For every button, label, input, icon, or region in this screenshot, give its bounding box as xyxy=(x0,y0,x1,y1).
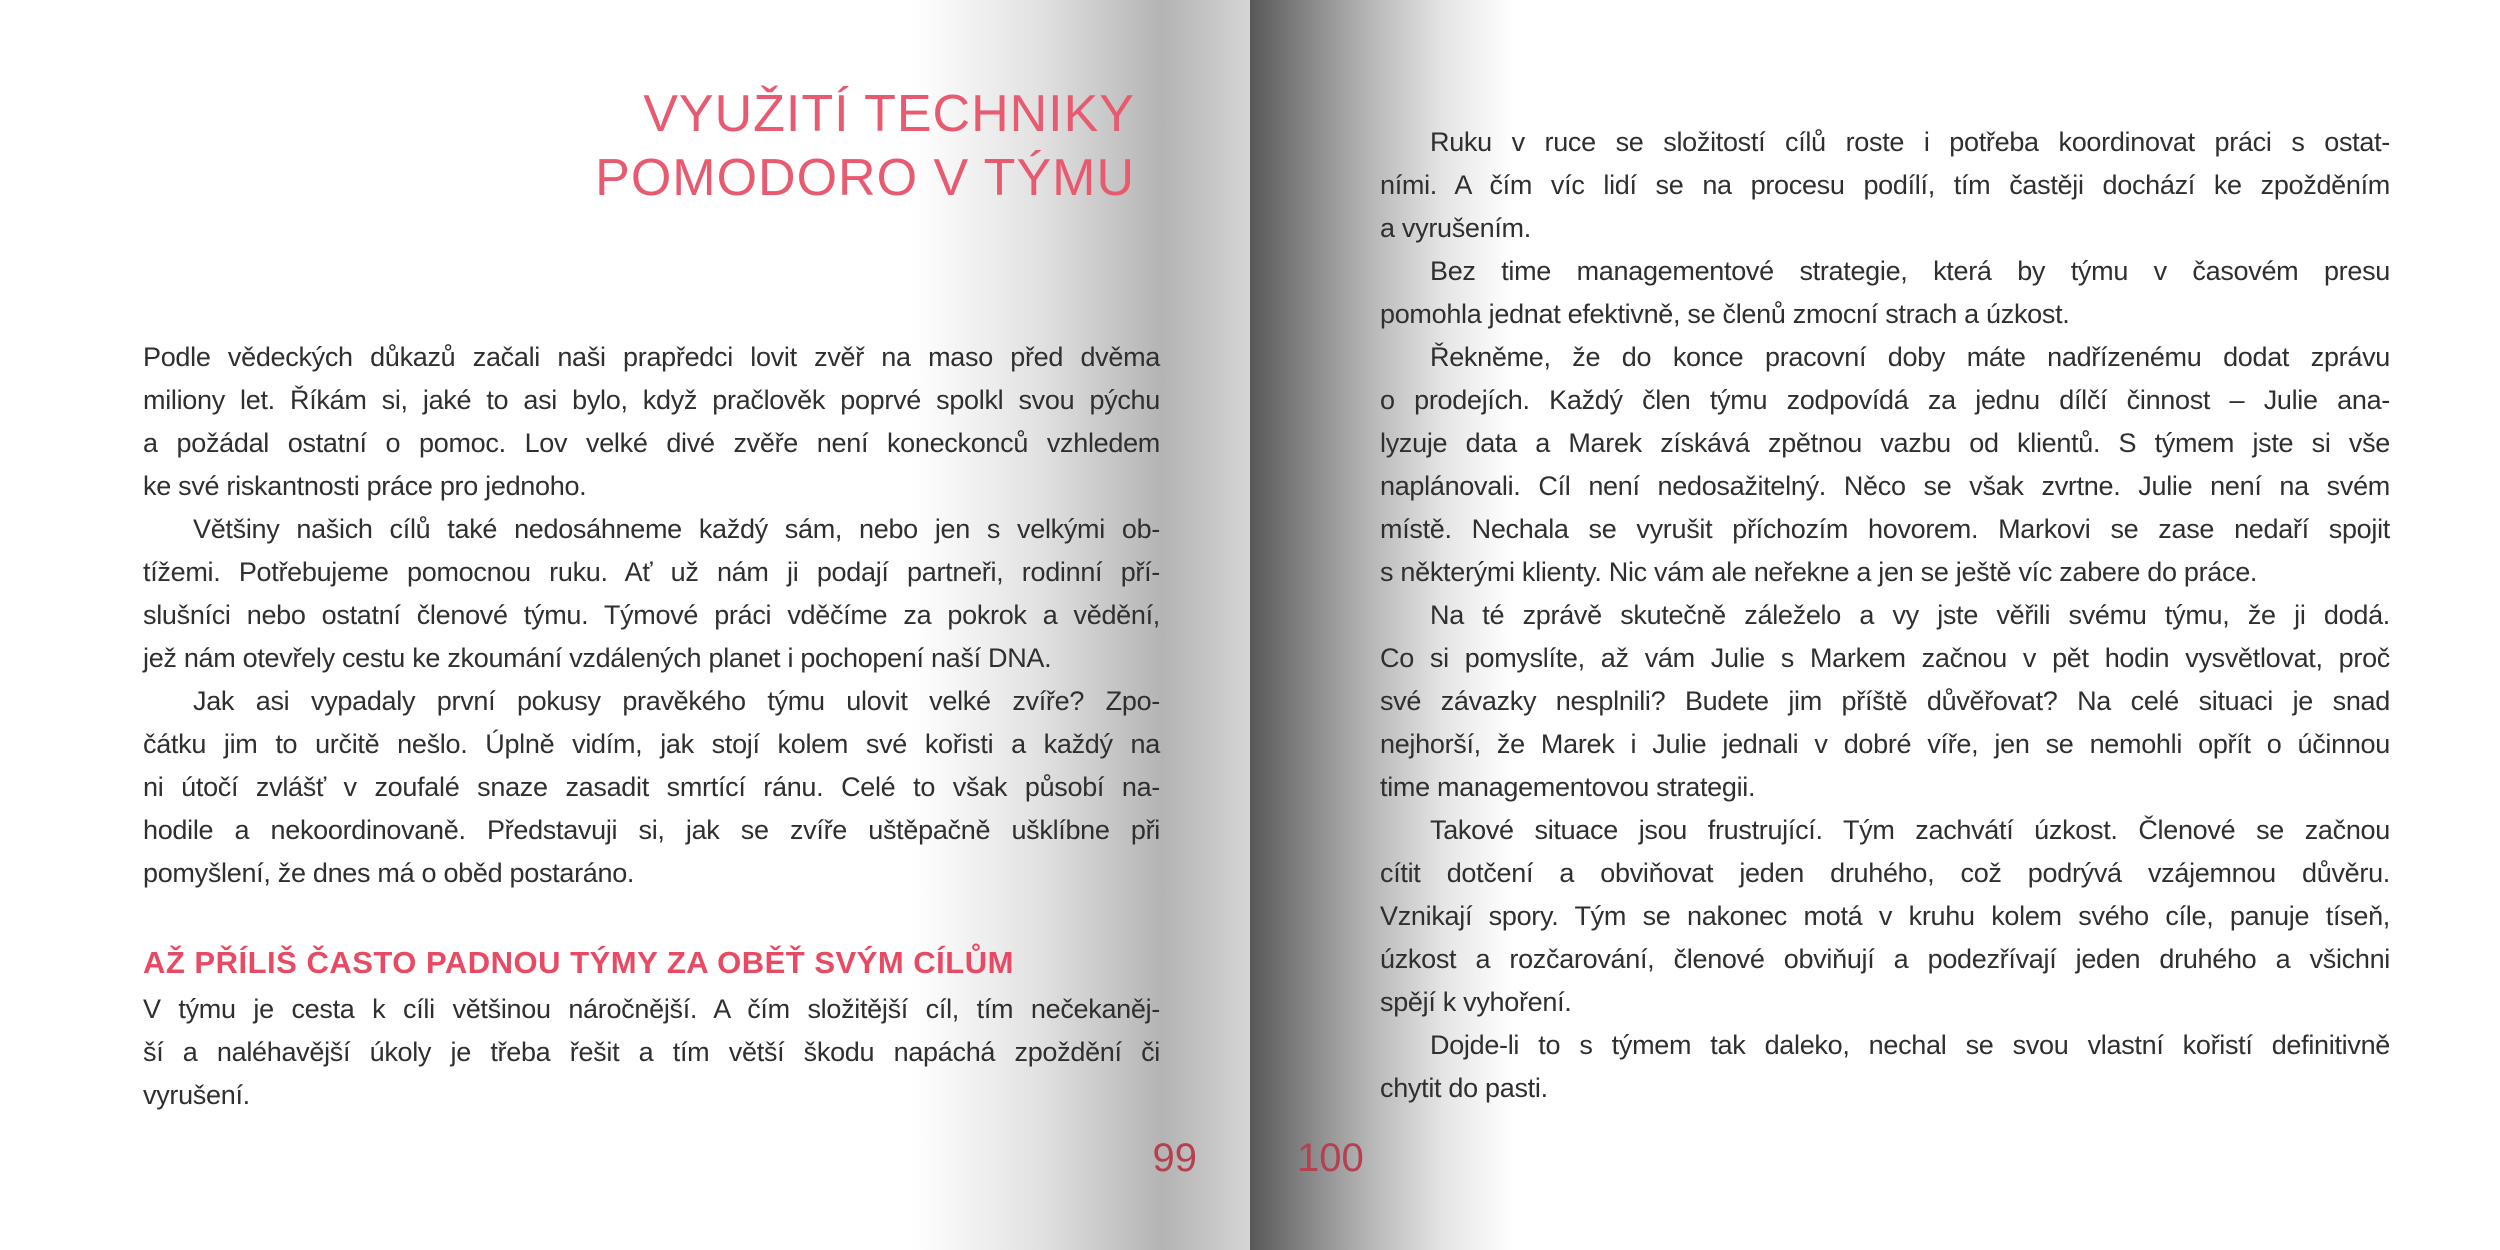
paragraph xyxy=(1380,250,2390,336)
text-line: miliony let. Říkám si, jaké to asi bylo, když pračlověk poprvé spolkl svou pýchu xyxy=(143,385,1160,415)
text-line: jež nám otevřely cestu ke zkoumání vzdálených planet i pochopení naší DNA. xyxy=(143,643,1052,673)
page-number-left: 99 xyxy=(1152,1136,1197,1180)
text-line: Takové situace jsou frustrující. Tým zachvátí úzkost. Členové se začnou xyxy=(1430,815,2390,845)
paragraph xyxy=(1380,121,2390,250)
text-line: ke své riskantnosti práce pro jednoho. xyxy=(143,471,587,501)
paragraph xyxy=(143,336,1160,508)
text-line: ší a naléhavější úkoly je třeba řešit a tím větší škodu napáchá zpoždění či xyxy=(143,1037,1160,1067)
text-line: úzkost a rozčarování, členové obviňují a podezřívají jeden druhého a všichni xyxy=(1380,944,2390,974)
left-page-intro-text xyxy=(143,336,1160,895)
paragraph xyxy=(1380,336,2390,594)
paragraph xyxy=(143,508,1160,680)
text-line: naplánovali. Cíl není nedosažitelný. Něco se však zvrtne. Julie není na svém xyxy=(1380,471,2390,501)
text-line: ními. A čím víc lidí se na procesu podílí, tím častěji dochází ke zpožděním xyxy=(1380,170,2390,200)
text-line: čátku jim to určitě nešlo. Úplně vidím, jak stojí kolem své kořisti a každý na xyxy=(143,729,1160,759)
text-line: své závazky nesplnili? Budete jim příště důvěřovat? Na celé situaci je snad xyxy=(1380,686,2390,716)
text-line: s některými klienty. Nic vám ale neřekne a jen se ještě víc zabere do práce. xyxy=(1380,557,2258,587)
text-line: Podle vědeckých důkazů začali naši prapředci lovit zvěř na maso před dvěma xyxy=(143,342,1160,372)
text-line: chytit do pasti. xyxy=(1380,1073,1548,1103)
text-line: Vznikají spory. Tým se nakonec motá v kruhu kolem svého cíle, panuje tíseň, xyxy=(1380,901,2390,931)
right-page xyxy=(1250,0,2500,1250)
text-line: hodile a nekoordinovaně. Představuji si, jak se zvíře uštěpačně ušklíbne při xyxy=(143,815,1160,845)
paragraph xyxy=(143,988,1160,1117)
paragraph xyxy=(1380,1024,2390,1110)
text-line: Ruku v ruce se složitostí cílů roste i potřeba koordinovat práci s ostat- xyxy=(1430,127,2390,157)
text-line: tížemi. Potřebujeme pomocnou ruku. Ať už nám ji podají partneři, rodinní pří- xyxy=(143,557,1160,587)
paragraph xyxy=(143,680,1160,895)
page-number-right: 100 xyxy=(1297,1136,1364,1180)
right-page-text xyxy=(1380,121,2390,1110)
text-line: pomohla jednat efektivně, se členů zmocní strach a úzkost. xyxy=(1380,299,2070,329)
text-line: cítit dotčení a obviňovat jeden druhého, což podrývá vzájemnou důvěru. xyxy=(1380,858,2390,888)
paragraph xyxy=(1380,594,2390,809)
text-line: pomyšlení, že dnes má o oběd postaráno. xyxy=(143,858,635,888)
text-line: a vyrušením. xyxy=(1380,213,1531,243)
text-line: Jak asi vypadaly první pokusy pravěkého týmu ulovit velké zvíře? Zpo- xyxy=(193,686,1160,716)
text-line: spějí k vyhoření. xyxy=(1380,987,1572,1017)
text-line: Řekněme, že do konce pracovní doby máte nadřízenému dodat zprávu xyxy=(1430,342,2390,372)
text-line: time managementovou strategii. xyxy=(1380,772,1756,802)
text-line: nejhorší, že Marek i Julie jednali v dobré víře, jen se nemohli opřít o účinnou xyxy=(1380,729,2390,759)
text-line: Bez time managementové strategie, která by týmu v časovém presu xyxy=(1430,256,2390,286)
text-line: místě. Nechala se vyrušit příchozím hovorem. Markovi se zase nedaří spojit xyxy=(1380,514,2390,544)
text-line: Dojde-li to s týmem tak daleko, nechal se svou vlastní kořistí definitivně xyxy=(1430,1030,2390,1060)
title-line: POMODORO V TÝMU xyxy=(595,149,1135,207)
text-line: Většiny našich cílů také nedosáhneme každý sám, nebo jen s velkými ob- xyxy=(193,514,1160,544)
title-line: VYUŽITÍ TECHNIKY xyxy=(643,85,1135,143)
section-subheading: AŽ PŘÍLIŠ ČASTO PADNOU TÝMY ZA OBĚŤ SVÝM CÍLŮM xyxy=(143,945,1014,980)
text-line: V týmu je cesta k cíli většinou náročnější. A čím složitější cíl, tím nečekaněj- xyxy=(143,994,1160,1024)
text-line: a požádal ostatní o pomoc. Lov velké divé zvěře není koneckonců vzhledem xyxy=(143,428,1160,458)
text-line: Na té zprávě skutečně záleželo a vy jste věřili svému týmu, že ji dodá. xyxy=(1430,600,2390,630)
text-line: slušníci nebo ostatní členové týmu. Týmové práci vděčíme za pokrok a vědění, xyxy=(143,600,1160,630)
text-line: o prodejích. Každý člen týmu zodpovídá za jednu dílčí činnost – Julie ana- xyxy=(1380,385,2390,415)
paragraph xyxy=(1380,809,2390,1024)
left-page-section-text xyxy=(143,988,1160,1117)
text-line: Co si pomyslíte, až vám Julie s Markem začnou v pět hodin vysvětlovat, proč xyxy=(1380,643,2390,673)
chapter-title xyxy=(143,82,1135,210)
text-line: vyrušení. xyxy=(143,1080,250,1110)
text-line: ni útočí zvlášť v zoufalé snaze zasadit smrtící ránu. Celé to však působí na- xyxy=(143,772,1160,802)
text-line: lyzuje data a Marek získává zpětnou vazbu od klientů. S týmem jste si vše xyxy=(1380,428,2390,458)
